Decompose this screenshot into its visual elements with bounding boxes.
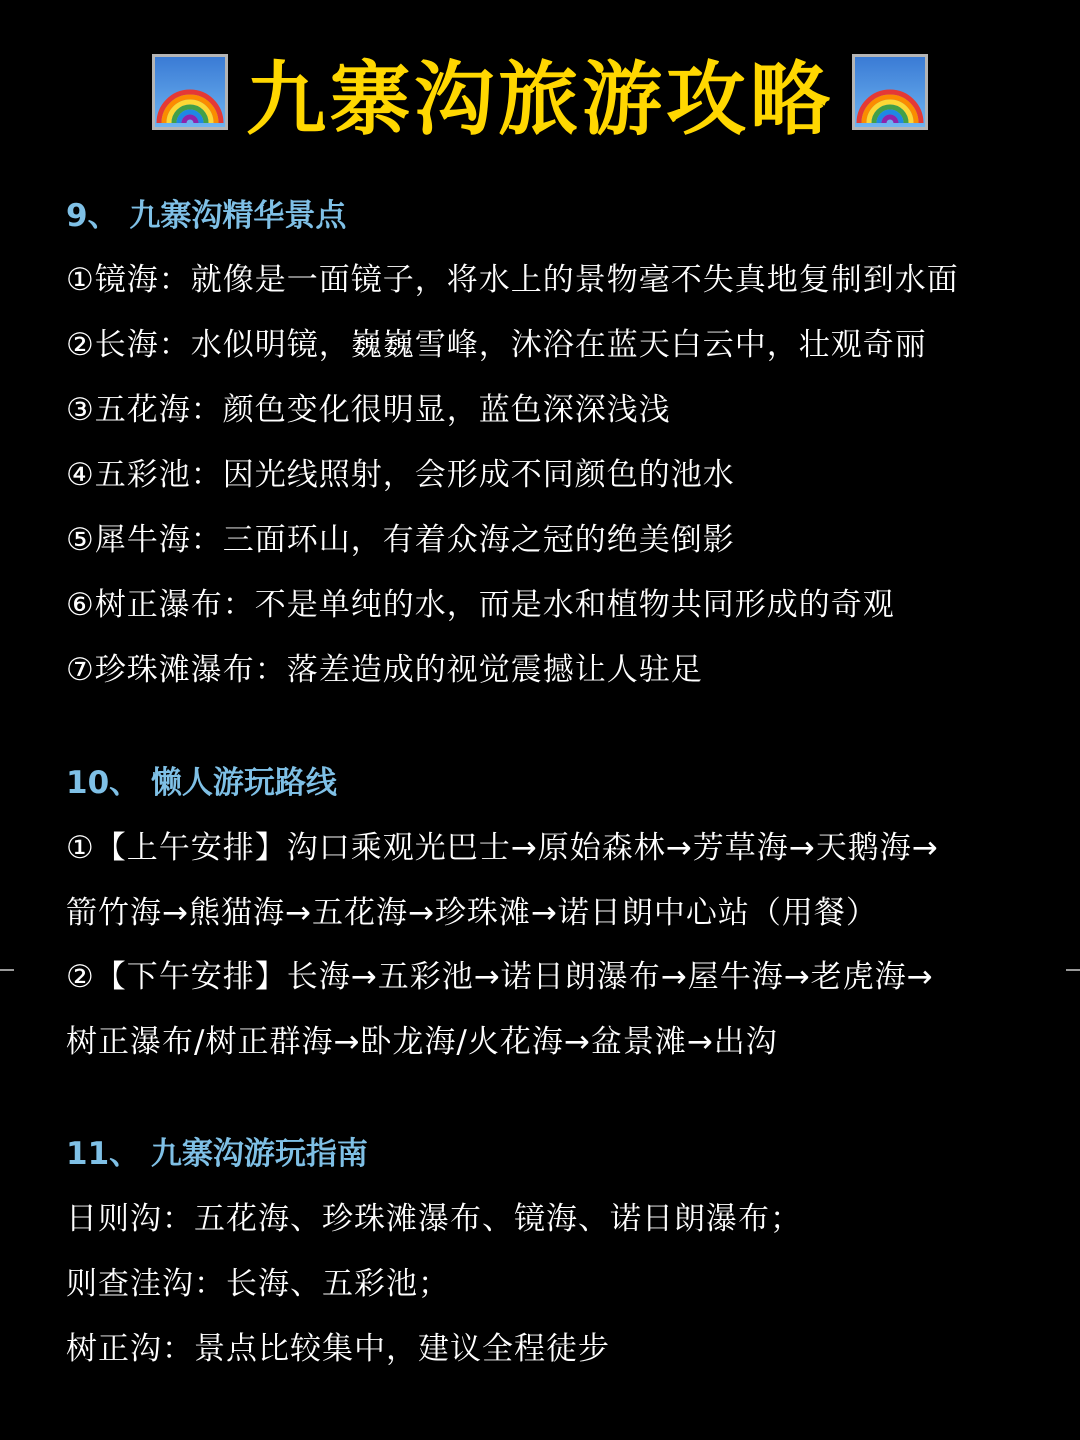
rainbow-icon [852, 54, 928, 130]
route-line: ②【下午安排】长海→五彩池→诺日朗瀑布→屋牛海→老虎海→ [66, 959, 934, 995]
guide-line: 日则沟：五花海、珍珠滩瀑布、镜海、诺日朗瀑布； [66, 1201, 802, 1237]
spot-line: ②长海：水似明镜，巍巍雪峰，沐浴在蓝天白云中，壮观奇丽 [66, 327, 927, 363]
guide-line: 树正沟：景点比较集中，建议全程徒步 [66, 1331, 610, 1367]
title-row [0, 42, 1080, 146]
rainbow-icon [152, 54, 228, 130]
page-title: 九寨沟旅游攻略 [246, 52, 834, 146]
section-heading-route: 10、 懒人游玩路线 [66, 765, 337, 801]
right-edge-mark [1066, 969, 1080, 971]
spot-line: ⑥树正瀑布：不是单纯的水，而是水和植物共同形成的奇观 [66, 587, 895, 623]
section-heading-spots: 9、 九寨沟精华景点 [66, 198, 347, 234]
spot-line: ⑤犀牛海：三面环山，有着众海之冠的绝美倒影 [66, 522, 735, 558]
route-line: 树正瀑布/树正群海→卧龙海/火花海→盆景滩→出沟 [66, 1024, 778, 1060]
spot-line: ⑦珍珠滩瀑布：落差造成的视觉震撼让人驻足 [66, 652, 703, 688]
section-heading-guide: 11、 九寨沟游玩指南 [66, 1136, 368, 1172]
spot-line: ④五彩池：因光线照射，会形成不同颜色的池水 [66, 457, 735, 493]
spot-line: ③五花海：颜色变化很明显，蓝色深深浅浅 [66, 392, 671, 428]
route-line: 箭竹海→熊猫海→五花海→珍珠滩→诺日朗中心站（用餐） [66, 895, 878, 931]
spot-line: ①镜海：就像是一面镜子，将水上的景物毫不失真地复制到水面 [66, 262, 959, 298]
left-edge-mark [0, 969, 14, 971]
route-line: ①【上午安排】沟口乘观光巴士→原始森林→芳草海→天鹅海→ [66, 830, 939, 866]
guide-line: 则查洼沟：长海、五彩池； [66, 1266, 450, 1302]
